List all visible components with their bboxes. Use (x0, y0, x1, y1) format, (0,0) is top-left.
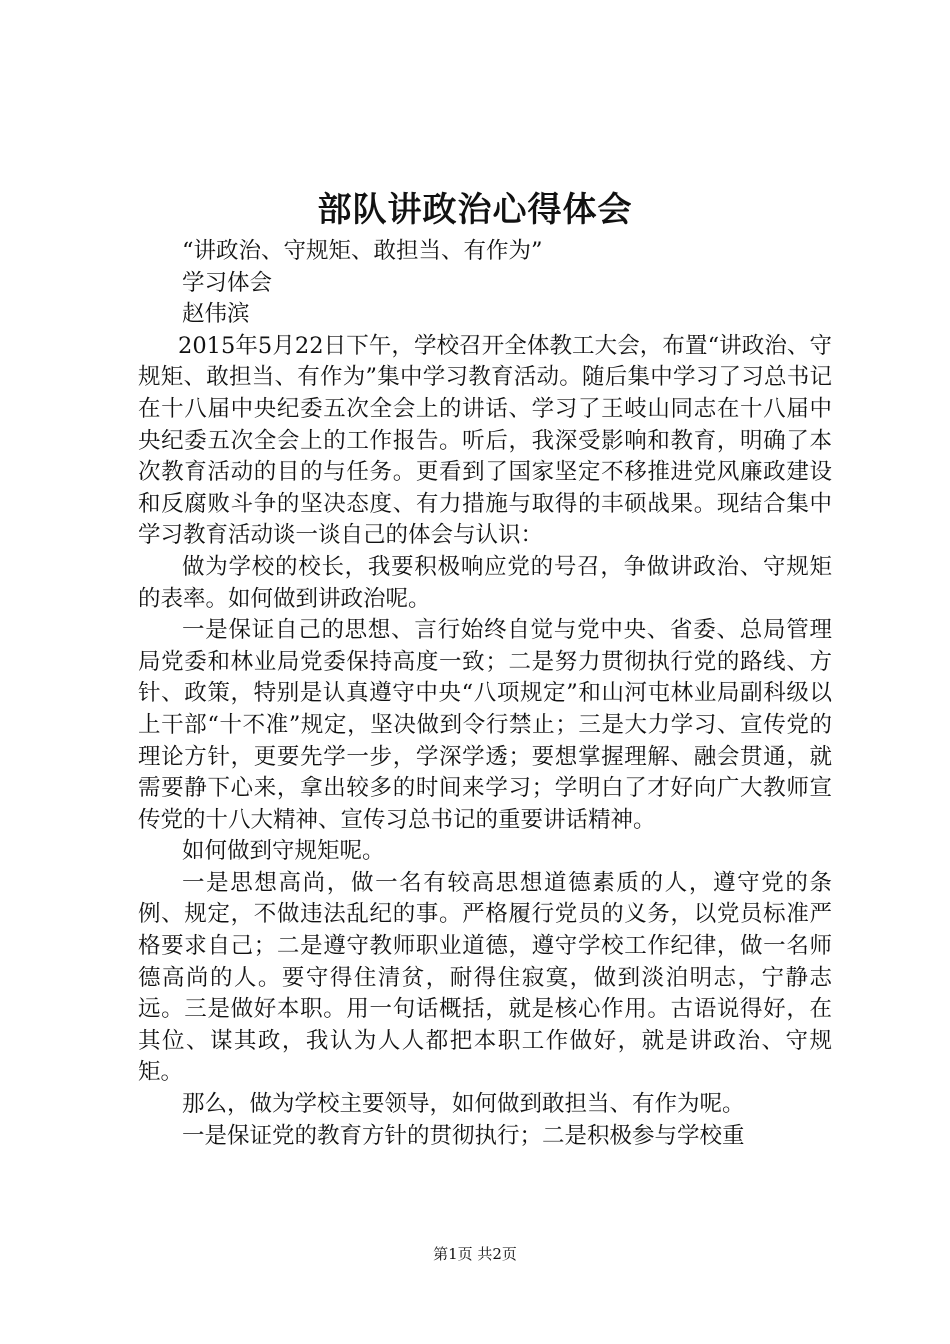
subtitle-slogan: “讲政治、守规矩、敢担当、有作为” (182, 238, 543, 264)
document-body (138, 236, 832, 1152)
paragraph-rules: 一是思想高尚，做一名有较高思想道德素质的人，遵守党的条例、规定，不做违法乱纪的事。严格履行党员的义务，以党员标准严格要求自己；二是遵守教师职业道德，遵守学校工作纪律，做一名师德高尚的人。要守得住清贫，耐得住寂寞，做到淡泊明志，宁静志远。三是做好本职。用一句话概括，就是核心作用。古语说得好，在其位、谋其政，我认为人人都把本职工作做好，就是讲政治、守规矩。 (138, 869, 832, 1086)
author-name: 赵伟滨 (182, 301, 250, 328)
paragraph-role: 做为学校的校长，我要积极响应党的号召，争做讲政治、守规矩的表率。如何做到讲政治呢。 (138, 553, 832, 612)
paragraph-politics: 一是保证自己的思想、言行始终自觉与党中央、省委、总局管理局党委和林业局党委保持高度一致；二是努力贯彻执行党的路线、方针、政策，特别是认真遵守中央“八项规定”和山河屯林业局副科级以上干部“十不准”规定，坚决做到令行禁止；三是大力学习、宣传党的理论方针，更要先学一步，学深学透；要想掌握理解、融会贯通，就需要静下心来，拿出较多的时间来学习；学明白了才好向广大教师宣传党的十八大精神、宣传习总书记的重要讲话精神。 (138, 617, 832, 833)
page-footer: 第1页 共2页 (433, 1245, 517, 1263)
document-title: 部队讲政治心得体会 (317, 190, 633, 230)
paragraph-rules-question: 如何做到守规矩呢。 (182, 838, 385, 865)
paragraph-responsibility: 一是保证党的教育方针的贯彻执行；二是积极参与学校重 (182, 1122, 745, 1149)
subtitle-label: 学习体会 (182, 269, 273, 296)
paragraph-intro: 2015年5月22日下午，学校召开全体教工大会，布置“讲政治、守规矩、敢担当、有作为”集中学习教育活动。随后集中学习了习总书记在十八届中央纪委五次全会上的讲话、学习了王岐山同志在十八届中央纪委五次全会上的工作报告。听后，我深受影响和教育，明确了本次教育活动的目的与任务。更看到了国家坚定不移推进党风廉政建设和反腐败斗争的坚决态度、有力措施与取得的丰硕战果。现结合集中学习教育活动谈一谈自己的体会与认识： (138, 332, 832, 549)
paragraph-responsibility-question: 那么，做为学校主要领导，如何做到敢担当、有作为呢。 (182, 1091, 745, 1118)
